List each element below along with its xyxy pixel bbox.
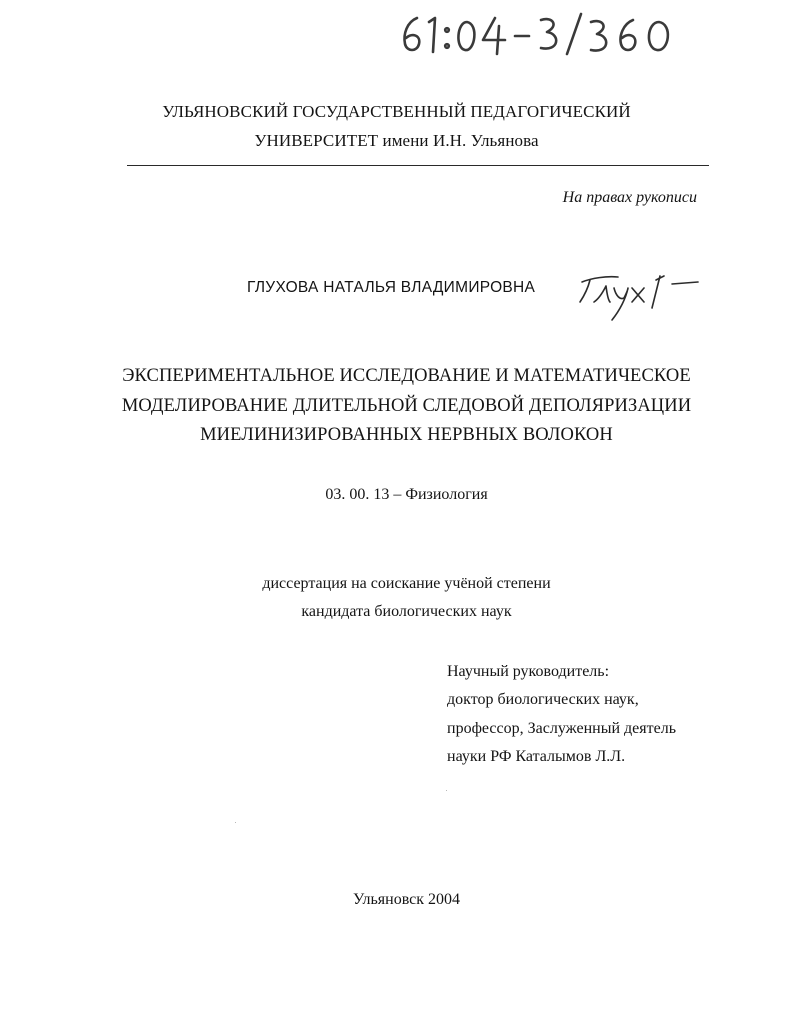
header-divider [127,165,709,166]
university-name-line1: УЛЬЯНОВСКИЙ ГОСУДАРСТВЕННЫЙ ПЕДАГОГИЧЕСКИЙ [162,102,631,121]
supervisor-title: профессор, Заслуженный деятель [447,720,676,737]
author-signature-text: Глух/— [574,268,578,269]
supervisor-degree: доктор биологических наук, [447,691,639,708]
supervisor-heading: Научный руководитель: [447,663,610,680]
manuscript-rights-note: На правах рукописи [562,189,697,206]
archive-mark-text: 61: 04-3/360 [395,8,401,9]
scan-speck [235,822,236,823]
thesis-title-line3: МИЕЛИНИЗИРОВАННЫХ НЕРВНЫХ ВОЛОКОН [200,425,613,445]
city-and-year: Ульяновск 2004 [352,891,461,908]
specialty-code: 03. 00. 13 – Физиология [325,486,488,503]
thesis-title-line2: МОДЕЛИРОВАНИЕ ДЛИТЕЛЬНОЙ СЛЕДОВОЙ ДЕПОЛЯРИЗАЦИИ [121,396,692,416]
author-name: ГЛУХОВА НАТАЛЬЯ ВЛАДИМИРОВНА [247,279,536,296]
supervisor-name: науки РФ Каталымов Л.Л. [447,748,626,765]
archive-mark-handwriting [395,8,685,58]
dissertation-purpose-line1: диссертация на соискание учёной степени [262,575,551,592]
author-signature [574,268,702,324]
scan-speck [446,790,447,791]
dissertation-purpose-line2: кандидата биологических наук [301,603,512,620]
thesis-title-line1: ЭКСПЕРИМЕНТАЛЬНОЕ ИССЛЕДОВАНИЕ И МАТЕМАТИЧЕСКОЕ [122,366,691,386]
university-name-line2: УНИВЕРСИТЕТ имени И.Н. Ульянова [254,131,539,150]
